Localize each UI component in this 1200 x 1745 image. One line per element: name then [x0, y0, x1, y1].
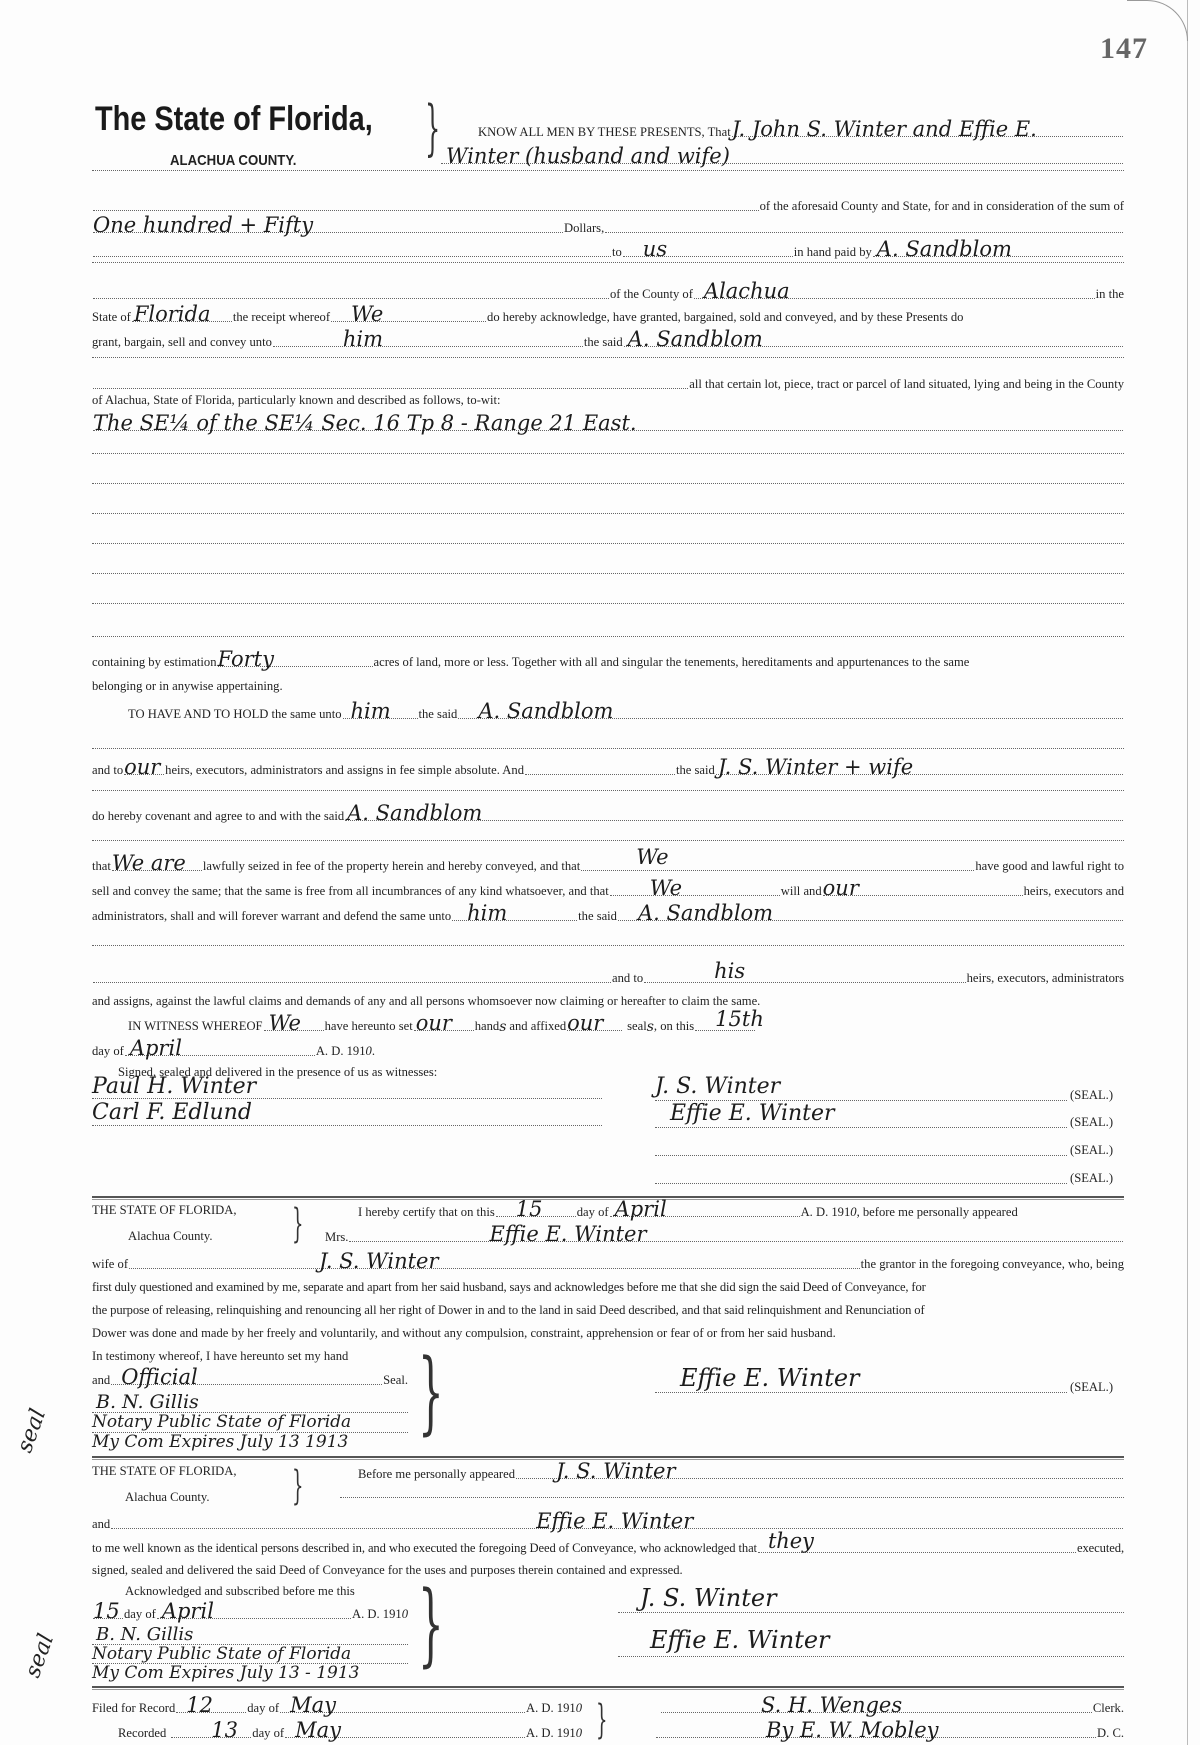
signature-line	[92, 1663, 408, 1664]
text: lawfully seized in fee of the property herein and hereby conveyed, and that	[202, 859, 581, 873]
text: do hereby covenant and agree to and with the said	[92, 809, 345, 823]
text: Recorded	[118, 1726, 167, 1740]
margin-seal-notation: seal	[12, 1405, 52, 1456]
text: the said	[578, 909, 617, 923]
seal-label: (SEAL.)	[1070, 1171, 1114, 1185]
certify-line	[358, 1198, 1124, 1220]
signed-sealed-line	[118, 1058, 1124, 1080]
signature-line	[655, 1127, 1067, 1128]
text: first duly questioned and examined by me, separate and apart from her said husband, says and acknowledges before me that she did sign the said Deed of Conveyance, for	[92, 1280, 926, 1294]
handwritten: s	[646, 1019, 654, 1035]
dotted-line	[340, 1497, 1124, 1498]
text: State of	[92, 310, 131, 324]
dotted-line	[92, 357, 1124, 358]
handwritten: 15	[515, 1197, 543, 1221]
wife-signature: Effie E. Winter	[680, 1364, 860, 1392]
handwritten-year: 0	[575, 1726, 582, 1740]
text: wife of	[92, 1257, 129, 1271]
notary-name: B. N. Gillis	[96, 1391, 199, 1413]
dotted-line	[92, 513, 1124, 514]
all-that-line	[92, 370, 1124, 392]
handwritten: Florida	[133, 302, 211, 326]
handwritten: his	[714, 959, 746, 983]
signature-line	[655, 1100, 1067, 1101]
text: day of	[576, 1205, 609, 1219]
paid-line	[92, 238, 1124, 260]
signature-line	[655, 1183, 1067, 1184]
handwritten: A. Sandblom	[347, 801, 483, 825]
page-number: 147	[1100, 32, 1148, 65]
page-edge	[1187, 0, 1188, 1745]
signature-line	[618, 1656, 1124, 1657]
text: acres of land, more or less. Together with all and singular the tenements, hereditaments and appurtenances to the same	[373, 655, 970, 669]
text: day of	[124, 1607, 156, 1621]
signature-line	[655, 1155, 1067, 1156]
text: do hereby acknowledge, have granted, bargained, sold and conveyed, and by these Presents do	[487, 310, 964, 324]
seal-label: (SEAL.)	[1070, 1115, 1114, 1129]
ack-date-line	[92, 1600, 408, 1622]
handwritten: Effie E. Winter	[489, 1222, 647, 1246]
handwritten: J. S. Winter + wife	[717, 755, 914, 779]
text: of the aforesaid County and State, for and in consideration of the sum of	[759, 199, 1124, 213]
handwritten-year: 0	[401, 1607, 408, 1621]
text: to me well known as the identical persons described in, and who executed the foregoing Deed of Conveyance, who acknowledged that	[92, 1541, 757, 1555]
dotted-line	[92, 945, 1124, 946]
grantors-line-1	[478, 118, 1124, 140]
handwritten-year: 0	[575, 1701, 582, 1715]
dotted-line	[92, 543, 1124, 544]
dotted-line	[92, 748, 1124, 749]
and-person-line	[92, 1510, 1124, 1532]
seal-label: (SEAL.)	[1070, 1143, 1114, 1157]
text: Filed for Record	[92, 1701, 176, 1715]
text: the said	[676, 763, 715, 777]
handwritten: April	[614, 1197, 667, 1221]
text: Clerk.	[1092, 1701, 1124, 1715]
text: belonging or in anywise appertaining.	[92, 679, 283, 693]
text: Dollars,	[564, 221, 605, 235]
dower-county: Alachua County.	[128, 1229, 213, 1243]
handwritten: him	[342, 327, 384, 351]
dotted-line	[92, 636, 1124, 637]
dower-para-3	[92, 1319, 1124, 1341]
notary-name: B. N. Gillis	[96, 1624, 194, 1645]
signature-line	[92, 1644, 408, 1645]
text: and	[92, 1373, 111, 1387]
dotted-line	[92, 790, 1124, 791]
notary-title: Notary Public State of Florida	[92, 1644, 352, 1664]
known-line	[92, 1529, 1124, 1556]
text: to	[612, 245, 622, 259]
grant-line	[92, 328, 1124, 350]
dotted-line	[92, 170, 1124, 171]
text: A. D. 191	[315, 1044, 366, 1058]
recorded-line	[118, 1719, 582, 1741]
text: Dower was done and made by her freely and voluntarily, and without any compulsion, constraint, apprehension or fear of or from her said husband.	[92, 1326, 836, 1340]
acreage-handwritten: Forty	[217, 647, 274, 671]
grantors-handwritten-2: Winter (husband and wife)	[446, 144, 730, 168]
witness-line	[128, 1007, 764, 1035]
seized-line	[92, 845, 1124, 875]
of-alachua-line	[92, 390, 1124, 408]
signature-line	[92, 1125, 602, 1126]
handwritten: him	[350, 699, 391, 723]
text: heirs, executors, administrators	[966, 971, 1124, 985]
brace: }	[425, 93, 441, 163]
seal-label: (SEAL.)	[1070, 1380, 1114, 1394]
handwritten: A. Sandblom	[627, 327, 763, 351]
text: administrators, shall and will forever warrant and defend the same unto	[92, 909, 452, 923]
margin-seal-notation: seal	[20, 1630, 60, 1681]
text: A. D. 191	[526, 1701, 576, 1715]
handwritten: We	[636, 845, 669, 869]
text: the purpose of releasing, relinquishing and renouncing all her right of Dower in and to the land in said Deed described, and that said relinquishment and Renunciation of	[92, 1303, 925, 1317]
brace: }	[292, 1201, 304, 1247]
covenant-line	[92, 802, 1124, 824]
text: grant, bargain, sell and convey unto	[92, 335, 272, 349]
county-heading: ALACHUA COUNTY.	[170, 152, 297, 169]
notary-commission: My Com Expires July 13 1913	[92, 1432, 349, 1452]
grantee-handwritten: A. Sandblom	[876, 237, 1012, 261]
dotted-line	[92, 453, 1124, 454]
dotted-line	[92, 603, 1124, 604]
dotted-line	[92, 483, 1124, 484]
text: and	[92, 1517, 111, 1531]
handwritten: our	[822, 876, 859, 900]
convey-line	[92, 877, 1124, 899]
text: have hereunto set	[324, 1019, 413, 1033]
clerk-line	[660, 1694, 1124, 1716]
text: Before me personally appeared	[358, 1467, 515, 1481]
text: Seal.	[383, 1373, 408, 1387]
handwritten: our	[124, 755, 161, 779]
handwritten: A. Sandblom	[478, 699, 614, 723]
filed-line	[92, 1694, 582, 1716]
land-description-handwritten: The SE¼ of the SE¼ Sec. 16 Tp 8 - Range 21 East.	[93, 411, 637, 435]
document-title: The State of Florida,	[95, 100, 373, 138]
handwritten: We	[268, 1011, 301, 1035]
text: and assigns, against the lawful claims and demands of any and all persons whomsoever now claiming or hereafter to claim the same.	[92, 994, 761, 1008]
text: A. D. 191	[800, 1205, 851, 1219]
receipt-line	[92, 303, 1124, 325]
dotted-line	[92, 262, 1124, 263]
text: hand	[474, 1019, 500, 1033]
county-line	[92, 280, 1124, 302]
brace: }	[418, 1572, 444, 1677]
consideration-line	[92, 192, 1124, 214]
handwritten: April	[129, 1036, 182, 1060]
handwritten-year: 0	[365, 1044, 372, 1058]
text: have good and lawful right to	[975, 859, 1124, 873]
signature-line	[92, 1098, 602, 1099]
text: executed,	[1077, 1541, 1124, 1555]
description-line	[92, 412, 1124, 434]
handwritten: they	[767, 1529, 814, 1553]
grantor-signature: J. S. Winter	[640, 1584, 777, 1612]
witness-date-line: day of April A. D. 191 0 .	[92, 1036, 375, 1060]
text: signed, sealed and delivered the said Deed of Conveyance for the uses and purposes therein contained and expressed.	[92, 1563, 683, 1577]
handwritten: us	[642, 237, 668, 261]
dower-state: THE STATE OF FLORIDA,	[92, 1203, 237, 1217]
grantor-signature: Effie E. Winter	[670, 1101, 835, 1126]
handwritten: We	[351, 302, 384, 326]
handwritten: Official	[121, 1365, 198, 1389]
handwritten: A. Sandblom	[637, 901, 774, 925]
dower-para-1	[92, 1273, 1124, 1295]
grantors-line-2	[440, 145, 1124, 167]
text: that	[92, 859, 111, 873]
dotted-line	[92, 573, 1124, 574]
text: in the	[1095, 287, 1124, 301]
text: sell and convey the same; that the same is free from all incumbrances of any kind whatsoever, and that	[92, 884, 609, 898]
text: the receipt whereof	[232, 310, 331, 324]
brace: }	[596, 1697, 608, 1743]
sum-handwritten: One hundred + Fifty	[93, 213, 314, 237]
text: and to	[92, 763, 124, 777]
text: , before me personally appeared	[856, 1205, 1018, 1219]
text: and to	[612, 971, 644, 985]
grantors-handwritten: J. John S. Winter and Effie E.	[731, 117, 1037, 141]
text: Acknowledged and subscribed before me this	[125, 1584, 355, 1598]
handwritten: s	[499, 1019, 507, 1035]
text: heirs, executors and	[1023, 884, 1124, 898]
text: all that certain lot, piece, tract or parcel of land situated, lying and being in the County	[689, 377, 1124, 391]
text: seal	[627, 1019, 647, 1033]
acknowledged-line	[125, 1577, 355, 1599]
notary-commission: My Com Expires July 13 - 1913	[92, 1663, 360, 1683]
grantor-signature: J. S. Winter	[655, 1074, 781, 1099]
mrs-line	[325, 1223, 1124, 1245]
text: and affixed	[509, 1019, 567, 1033]
handwritten: April	[161, 1599, 214, 1623]
text: , on this	[653, 1019, 695, 1033]
signature-line	[618, 1612, 1124, 1613]
habendum-line	[128, 700, 1124, 722]
grantor-signature: Effie E. Winter	[650, 1626, 830, 1654]
acreage-line	[92, 648, 1124, 670]
witness-signature: Carl F. Edlund	[92, 1100, 252, 1125]
warrant-line	[92, 902, 1124, 924]
handwritten: We are	[111, 851, 186, 875]
deputy-clerk-line	[655, 1719, 1124, 1741]
handwritten: him	[467, 901, 508, 925]
handwritten: Alachua	[703, 279, 790, 303]
text: will and	[780, 884, 822, 898]
handwritten: 13	[211, 1718, 238, 1742]
text: in hand paid by	[793, 245, 872, 259]
text: I hereby certify that on this	[358, 1205, 495, 1219]
belonging-line	[92, 672, 1124, 694]
text: heirs, executors, administrators and assigns in fee simple absolute. And	[165, 763, 524, 777]
handwritten: our	[415, 1011, 452, 1035]
wife-of-line	[92, 1250, 1124, 1272]
text: containing by estimation	[92, 655, 217, 669]
ack-county: Alachua County.	[125, 1490, 210, 1504]
brace: }	[418, 1340, 444, 1445]
testimony-line	[92, 1342, 348, 1364]
signed-delivered-line	[92, 1556, 683, 1578]
official-seal-line	[92, 1366, 408, 1388]
seal-label: (SEAL.)	[1070, 1088, 1114, 1102]
assigns-line	[92, 987, 1124, 1009]
handwritten: May	[295, 1718, 341, 1742]
dower-para-2	[92, 1296, 1124, 1318]
handwritten: J. S. Winter	[319, 1249, 439, 1273]
signature-line	[92, 1432, 408, 1433]
text: of the County of	[610, 287, 693, 301]
handwritten: J. S. Winter	[556, 1459, 676, 1483]
handwritten: 15	[93, 1599, 120, 1623]
ack-state: THE STATE OF FLORIDA,	[92, 1464, 237, 1478]
clerk-signature: S. H. Wenges	[761, 1693, 903, 1717]
text: of Alachua, State of Florida, particularly known and described as follows, to-wit:	[92, 393, 501, 407]
text: A. D. 191	[352, 1607, 402, 1621]
text: Signed, sealed and delivered in the presence of us as witnesses:	[118, 1065, 438, 1079]
handwritten: May	[290, 1693, 336, 1717]
handwritten: 12	[186, 1693, 213, 1717]
text: day of	[247, 1701, 280, 1715]
dotted-line	[92, 840, 1124, 841]
text: day of	[252, 1726, 285, 1740]
signature-line	[655, 1392, 1067, 1393]
handwritten: 15th	[715, 1007, 764, 1031]
text: day of	[92, 1044, 124, 1058]
sum-line	[92, 214, 1124, 236]
and-to-his-line	[92, 959, 1124, 986]
handwritten: our	[567, 1011, 604, 1035]
text: A. D. 191	[526, 1726, 576, 1740]
handwritten: Effie E. Winter	[536, 1509, 694, 1533]
text: the grantor in the foregoing conveyance, who, being	[860, 1257, 1124, 1271]
text: the said	[583, 335, 623, 349]
appeared-line	[358, 1460, 1124, 1482]
text: the said	[418, 707, 458, 721]
brace: }	[292, 1463, 304, 1509]
signature-line	[92, 1412, 408, 1413]
witness-signature: Paul H. Winter	[92, 1074, 257, 1099]
handwritten: We	[649, 876, 683, 900]
text: In testimony whereof, I have hereunto set my hand	[92, 1349, 349, 1363]
section-divider	[92, 1686, 1124, 1690]
text: IN WITNESS WHEREOF	[128, 1019, 263, 1033]
text: Mrs.	[325, 1230, 349, 1244]
text: TO HAVE AND TO HOLD the same unto	[128, 707, 342, 721]
heirs-line	[92, 756, 1124, 778]
handwritten-year: 0	[850, 1205, 857, 1219]
know-all-text: KNOW ALL MEN BY THESE PRESENTS, That	[478, 125, 731, 139]
notary-title: Notary Public State of Florida	[92, 1412, 352, 1432]
text: D. C.	[1097, 1726, 1124, 1740]
deputy-clerk-signature: By E. W. Mobley	[766, 1718, 939, 1742]
